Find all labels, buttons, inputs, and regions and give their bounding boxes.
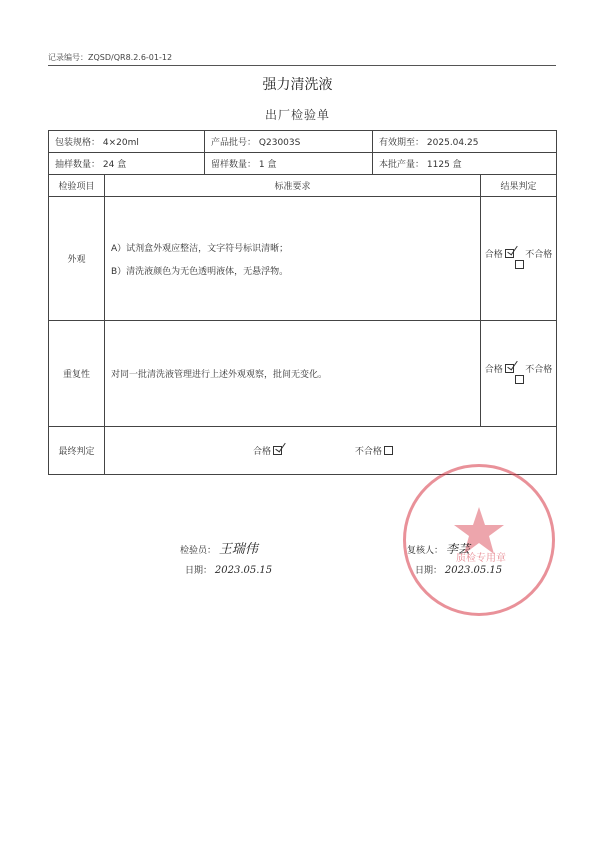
- pass-checkbox-checked[interactable]: [505, 249, 514, 258]
- col-header-result: 结果判定: [481, 175, 557, 197]
- final-label: 最终判定: [49, 427, 105, 475]
- spec-cell: [49, 131, 205, 153]
- item-repeatability: 重复性: [49, 321, 105, 427]
- reviewer-date-block: [415, 563, 502, 576]
- retain-value: 1 盒: [258, 160, 277, 170]
- sample-label: 抽样数量：: [55, 160, 101, 170]
- final-fail-group: [355, 444, 393, 457]
- expiry-value: 2025.04.25: [426, 138, 479, 148]
- final-fail-label: 不合格: [354, 447, 382, 457]
- document-number: 记录编号：ZQSD/QR8.2.6-01-12: [48, 53, 173, 62]
- reviewer-label: 复核人：: [407, 546, 444, 556]
- header-rule: [48, 65, 556, 66]
- inspector-signature: 王瑞伟: [218, 542, 258, 557]
- final-pass-checkbox-checked[interactable]: [273, 446, 282, 455]
- fail-checkbox[interactable]: [515, 260, 524, 269]
- reviewer-block: [407, 540, 470, 557]
- output-label: 本批产量：: [379, 160, 425, 170]
- inspector-date-block: [185, 563, 272, 576]
- batch-value: Q23003S: [258, 138, 301, 148]
- col-header-item: 检验项目: [49, 175, 105, 197]
- sample-value: 24 盒: [102, 160, 127, 170]
- output-value: 1125 盒: [426, 160, 462, 170]
- document-subtitle: 出厂检验单: [264, 108, 330, 122]
- batch-label: 产品批号：: [211, 138, 257, 148]
- final-pass-group: [253, 444, 282, 457]
- fail-label: 不合格: [525, 364, 553, 375]
- row-appearance: [49, 197, 557, 321]
- document-title: 强力清洗液: [262, 77, 333, 93]
- item-appearance: 外观: [49, 197, 105, 321]
- expiry-cell: [373, 131, 557, 153]
- inspector-date: 2023.05.15: [214, 565, 273, 576]
- reviewer-date-label: 日期：: [415, 566, 443, 576]
- result-appearance: [481, 197, 557, 321]
- spec-label: 包装规格：: [55, 138, 101, 148]
- fail-label: 不合格: [525, 249, 553, 260]
- requirement-appearance-b: B）清洗液颜色为无色透明液体，无悬浮物。: [111, 266, 289, 277]
- inspector-label: 检验员：: [180, 546, 217, 556]
- final-fail-checkbox[interactable]: [384, 446, 393, 455]
- reviewer-date: 2023.05.15: [444, 565, 503, 576]
- result-repeatability: [481, 321, 557, 427]
- fail-checkbox[interactable]: [515, 375, 524, 384]
- inspection-table: [48, 130, 557, 475]
- info-row-1: [49, 131, 557, 153]
- pass-label: 合格: [484, 249, 503, 260]
- retain-cell: [205, 153, 373, 175]
- sample-cell: [49, 153, 205, 175]
- batch-cell: [205, 131, 373, 153]
- column-header-row: [49, 175, 557, 197]
- requirement-repeatability: 对同一批清洗液管理进行上述外观观察，批间无变化。: [105, 321, 481, 427]
- info-row-2: [49, 153, 557, 175]
- requirement-appearance-a: A）试剂盒外观应整洁，文字符号标识清晰；: [111, 243, 289, 254]
- retain-label: 留样数量：: [211, 160, 257, 170]
- expiry-label: 有效期至：: [379, 138, 425, 148]
- reviewer-signature: 李芸: [445, 542, 470, 556]
- inspector-date-label: 日期：: [185, 566, 213, 576]
- pass-label: 合格: [484, 364, 503, 375]
- seal-text: 质检专用章: [456, 553, 506, 564]
- inspector-block: [180, 538, 258, 557]
- pass-checkbox-checked[interactable]: [505, 364, 514, 373]
- row-repeatability: [49, 321, 557, 427]
- requirement-appearance: [105, 197, 481, 321]
- final-pass-label: 合格: [253, 447, 272, 457]
- output-cell: [373, 153, 557, 175]
- spec-value: 4×20ml: [102, 138, 139, 148]
- col-header-requirement: 标准要求: [105, 175, 481, 197]
